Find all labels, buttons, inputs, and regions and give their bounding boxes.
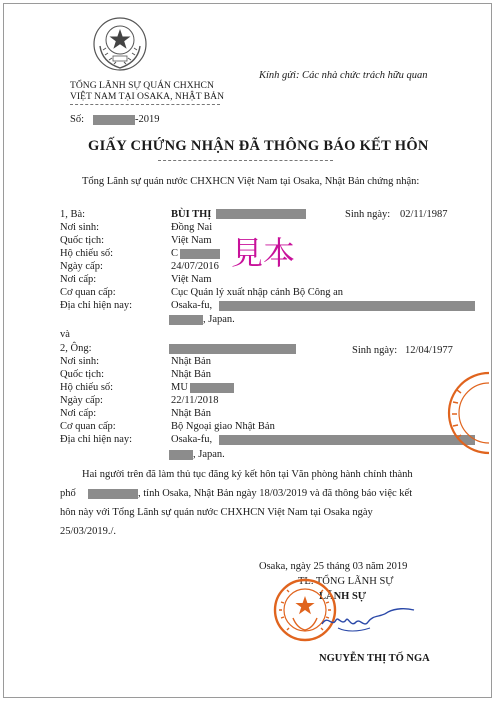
person1-nationality-label: Quốc tịch: [60, 235, 105, 246]
person1-dob: 02/11/1987 [400, 209, 448, 220]
body-line1: Hai người trên đã làm thủ tục đăng ký kết hôn tại Văn phòng hành chính thành [82, 469, 413, 480]
national-emblem-icon [92, 16, 148, 72]
redaction-person1-address-2 [169, 315, 203, 325]
person2-birthplace-label: Nơi sinh: [60, 356, 100, 367]
body-line3: hôn này với Tổng Lãnh sự quán nước CHXHCN Việt Nam tại Osaka ngày [60, 507, 373, 518]
signer-role: LÃNH SỰ [319, 591, 367, 602]
person2-issue-date-label: Ngày cấp: [60, 395, 103, 406]
person2-passport-label: Hộ chiếu số: [60, 382, 114, 393]
person1-birthplace-label: Nơi sinh: [60, 222, 100, 233]
person1-name: BÙI THỊ [171, 209, 212, 220]
person1-issue-place-label: Nơi cấp: [60, 274, 97, 285]
body-line2-prefix: phố [60, 488, 76, 499]
redaction-person2-passport [190, 383, 234, 393]
intro-text: Tổng Lãnh sự quán nước CHXHCN Việt Nam tại Osaka, Nhật Bản chứng nhận: [82, 176, 420, 187]
person2-heading: 2, Ông: [60, 343, 92, 354]
redaction-person1-name [216, 209, 306, 219]
person1-dob-label: Sinh ngày: [345, 209, 391, 220]
doc-number-label: Số: [70, 114, 85, 125]
on-behalf: TL. TỔNG LÃNH SỰ [298, 576, 394, 587]
sample-watermark: 見本 [231, 234, 296, 272]
redaction-doc-number [93, 115, 135, 125]
body-line2-suffix: , tỉnh Osaka, Nhật Bản ngày 18/03/2019 và đã thông báo việc kết [138, 488, 413, 499]
person1-address-suffix: , Japan. [203, 314, 235, 325]
person2-issue-date: 22/11/2018 [171, 395, 219, 406]
person1-birthplace: Đồng Nai [171, 222, 213, 233]
header-divider [70, 104, 220, 105]
conjunction: và [60, 329, 70, 340]
redaction-person1-address [219, 301, 475, 311]
person1-authority-label: Cơ quan cấp: [60, 287, 116, 298]
person1-passport-prefix: C [171, 248, 179, 259]
person2-nationality-label: Quốc tịch: [60, 369, 105, 380]
doc-number-suffix: -2019 [135, 114, 160, 125]
redaction-person1-passport [180, 249, 220, 259]
redaction-person2-address-2 [169, 450, 193, 460]
person1-heading: 1, Bà: [60, 209, 86, 220]
person2-nationality: Nhật Bản [171, 369, 211, 380]
person1-nationality: Việt Nam [171, 235, 212, 246]
person2-dob-label: Sinh ngày: [352, 345, 398, 356]
addressee: Kính gửi: Các nhà chức trách hữu quan [259, 70, 428, 81]
redaction-person2-address [219, 435, 475, 445]
person2-authority: Bộ Ngoại giao Nhật Bản [171, 421, 275, 432]
redaction-city [88, 489, 138, 499]
signer-name: NGUYỄN THỊ TỐ NGA [319, 653, 430, 664]
person2-address-suffix: , Japan. [193, 449, 225, 460]
person2-address-label: Địa chỉ hiện nay: [60, 434, 133, 445]
person1-issue-place: Việt Nam [171, 274, 212, 285]
person2-address-prefix: Osaka-fu, [171, 434, 213, 445]
person1-address-prefix: Osaka-fu, [171, 300, 213, 311]
person2-dob: 12/04/1977 [405, 345, 453, 356]
person1-authority: Cục Quản lý xuất nhập cảnh Bộ Công an [171, 287, 344, 298]
person1-issue-date: 24/07/2016 [171, 261, 219, 272]
issuer-org-line1: TỔNG LÃNH SỰ QUÁN CHXHCN [70, 80, 214, 91]
person2-birthplace: Nhật Bản [171, 356, 211, 367]
place-date: Osaka, ngày 25 tháng 03 năm 2019 [259, 561, 408, 572]
redaction-person2-name [169, 344, 296, 354]
issuer-org-line2: VIỆT NAM TẠI OSAKA, NHẬT BẢN [70, 91, 225, 102]
title-divider [158, 160, 333, 161]
handwritten-signature-icon [318, 598, 418, 638]
partial-seal-right-icon [443, 368, 489, 458]
person2-authority-label: Cơ quan cấp: [60, 421, 116, 432]
body-line4: 25/03/2019./. [60, 526, 117, 537]
person2-passport-prefix: MU [171, 382, 188, 393]
issuer-org [70, 80, 224, 102]
person1-passport-label: Hộ chiếu số: [60, 248, 114, 259]
document-title: GIẤY CHỨNG NHẬN ĐÃ THÔNG BÁO KẾT HÔN [88, 138, 429, 154]
person1-issue-date-label: Ngày cấp: [60, 261, 103, 272]
person2-issue-place-label: Nơi cấp: [60, 408, 97, 419]
person1-address-label: Địa chỉ hiện nay: [60, 300, 133, 311]
person2-issue-place: Nhật Bản [171, 408, 211, 419]
